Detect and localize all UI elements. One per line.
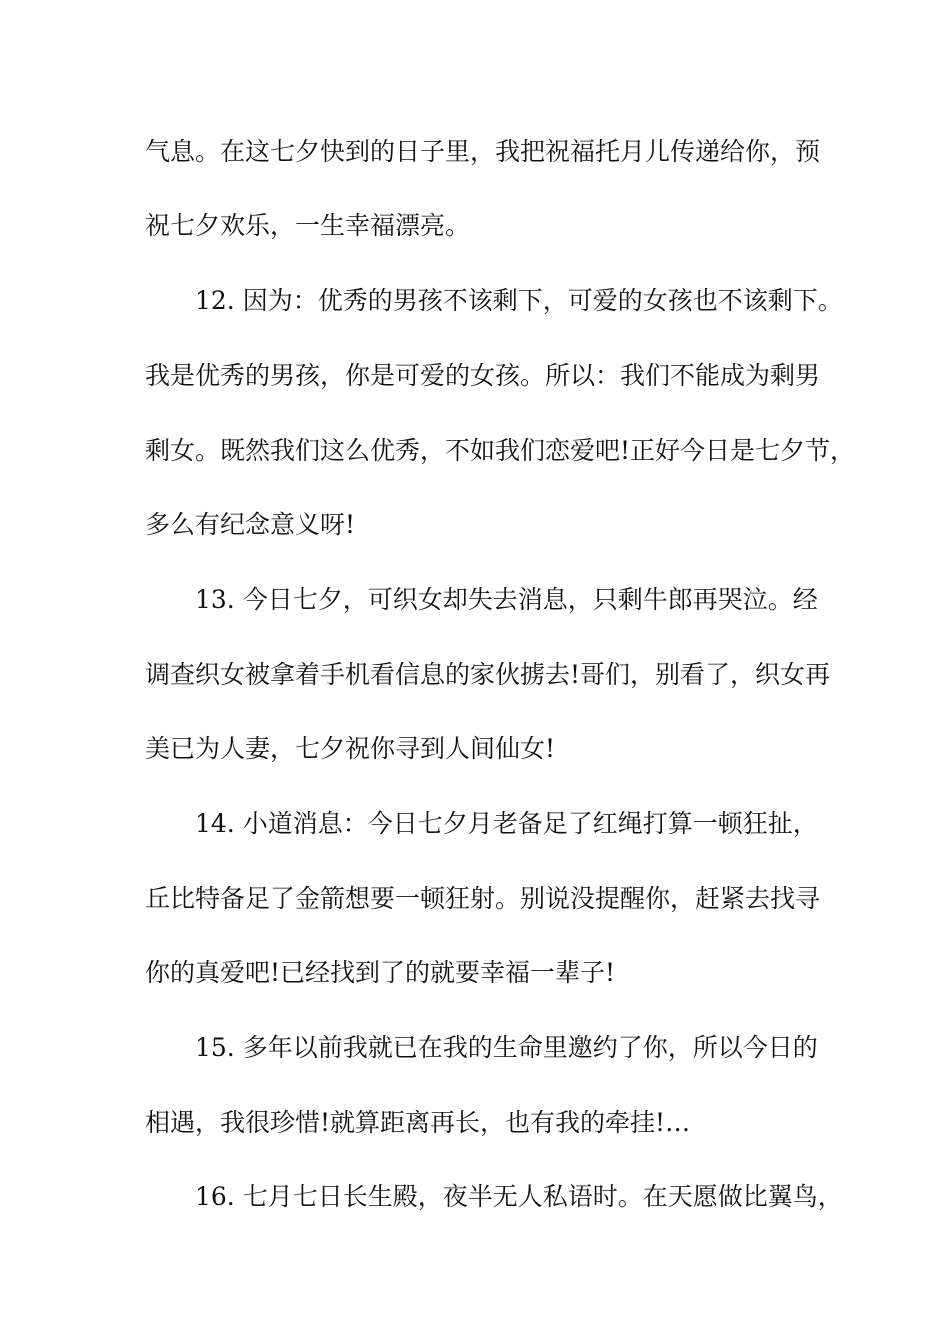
text-line: 我是优秀的男孩，你是可爱的女孩。所以：我们不能成为剩男 — [145, 361, 821, 390]
text-line: 剩女。既然我们这么优秀，不如我们恋爱吧!正好今日是七夕节， — [145, 436, 856, 465]
list-item-14: 14. 小道消息：今日七夕月老备足了红绳打算一顿狂扯， — [195, 809, 818, 838]
text-line: 气息。在这七夕快到的日子里，我把祝福托月儿传递给你，预 — [145, 137, 821, 166]
text-line: 祝七夕欢乐，一生幸福漂亮。 — [145, 211, 471, 240]
text-line: 多么有纪念意义呀! — [145, 510, 356, 539]
text-line: 调查织女被拿着手机看信息的家伙掳去!哥们，别看了，织女再 — [145, 660, 831, 689]
text-line: 你的真爱吧!已经找到了的就要幸福一辈子! — [145, 958, 616, 987]
text-line: 丘比特备足了金箭想要一顿狂射。别说没提醒你，赶紧去找寻 — [145, 884, 821, 913]
text-line: 美已为人妻，七夕祝你寻到人间仙女! — [145, 734, 556, 763]
list-item-13: 13. 今日七夕，可织女却失去消息，只剩牛郎再哭泣。经 — [195, 585, 818, 614]
list-item-15: 15. 多年以前我就已在我的生命里邀约了你，所以今日的 — [195, 1033, 818, 1062]
list-item-16: 16. 七月七日长生殿，夜半无人私语时。在天愿做比翼鸟， — [195, 1182, 843, 1211]
list-item-12: 12. 因为：优秀的男孩不该剩下，可爱的女孩也不该剩下。 — [195, 286, 843, 315]
text-line: 相遇，我很珍惜!就算距离再长，也有我的牵挂!… — [145, 1108, 691, 1137]
